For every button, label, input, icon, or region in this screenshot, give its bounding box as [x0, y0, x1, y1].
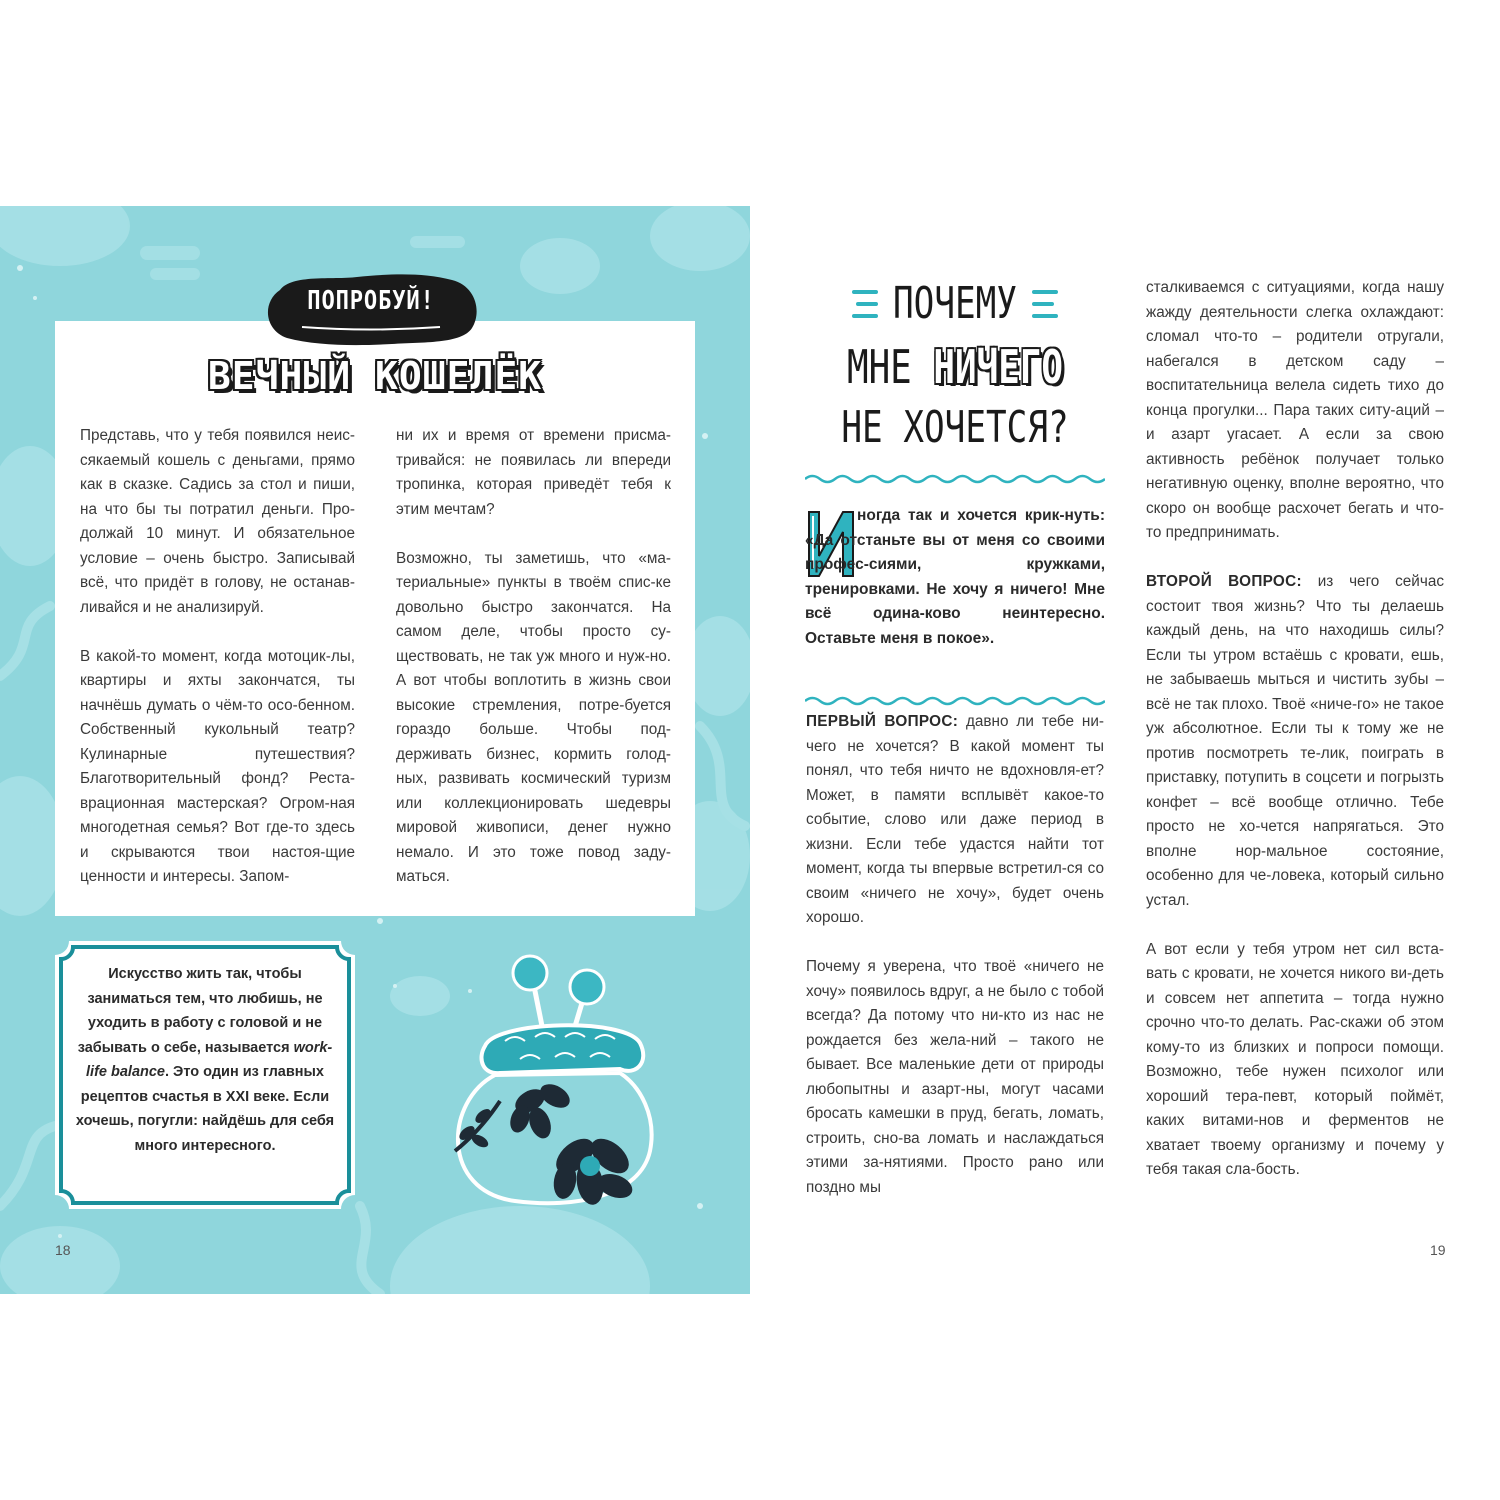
question-label: ПЕРВЫЙ ВОПРОС:: [806, 713, 959, 730]
paragraph: А вот если у тебя утром нет сил вста-вать с кровати, не хочется никого ви-деть и совсем нет аппетита – тогда нужно срочно что-то делать. Рас-скажи об этом кому-то из близких и попроси помощи. Возможно, тебе нужен психолог или хороший тера-певт, который поймёт, каких витами-нов и ферментов не хватает твоему организму и почему у тебя такая сла-бость.: [1146, 940, 1444, 1178]
heading-line-2: МНЕ НИЧЕГО: [846, 340, 1064, 394]
paragraph: В какой-то момент, когда мотоцик-лы, квартиры и яхты закончатся, ты начнёшь думать о чём-то осо-бенном. Собственный кукольный театр? Кулинарные путешествия? Благотворительный фонд? Реста-врационная мастерская? Огром-ная многодетная семья? Вот где-то здесь и скрываются твои настоя-щие ценности и интересы. Запом-: [80, 647, 355, 885]
left-page: [0, 206, 750, 1294]
right-column-1: [806, 710, 1104, 1225]
page-number-right: 19: [1430, 1242, 1446, 1258]
book-spread: [0, 206, 1500, 1294]
badge-label: ПОПРОБУЙ!: [307, 286, 435, 316]
paragraph: Возможно, ты заметишь, что «ма-териальные» пункты в твоём спис-ке довольно быстро закончатся. На самом деле, чтобы просто су-ществовать, не так уж много и нуж-но. А вот чтобы воплотить в жизнь свои высокие стремления, потре-буется гораздо больше. Чтобы под-держивать бизнес, кормить голод-ных, развивать космический туризм или коллекционировать шедевры мировой живописи, денег нужно немало. И это тоже повод заду-маться.: [396, 549, 671, 885]
left-column-1: [80, 424, 355, 914]
page-number-left: 18: [55, 1242, 71, 1258]
intro-paragraph: ногда так и хочется крик-нуть: «Да отстаньте вы от меня со своими профес-сиями, кружками, тренировками. Не хочу я ничего! Мне всё одина-ково неинтересно. Оставьте меня в покое».: [805, 507, 1105, 647]
paragraph: Почему я уверена, что твоё «ничего не хочу» появилось вдруг, а не было с тобой всегда? Да потому что ни-кто из нас не рождается без жела-ний – такого не бывает. Все маленькие дети от природы любопытны и азарт-ны, могут часами бросать камешки в пруд, бегать, ломать, строить, сно-ва ломать и наслаждаться этими за-нятиями. Просто рано или поздно мы: [806, 958, 1104, 1196]
paragraph: сталкиваемся с ситуациями, когда нашу жажду деятельности слегка охлаждают: сломал что-то – родители отругали, набегался в детском саду – воспитательница велела сидеть тихо до конца прогулки... Пара таких ситу-аций – и азарт угасает. А если за свою активность ребёнок получает только негативную оценку, вполне вероятно, что скоро он вообще расхочет бегать и что-то предпринимать.: [1146, 279, 1444, 541]
paragraph: Представь, что у тебя появился неис-сякаемый кошель с деньгами, прямо как в сказке. Садись за стол и пиши, на что бы ты потратил деньги. Про-должай 10 минут. И обязательное условие – очень быстро. Записывай всё, что придёт в голову, не останав-ливайся и не анализируй.: [80, 427, 355, 616]
wavy-divider-bottom: [805, 694, 1105, 708]
wavy-divider-top: [805, 472, 1105, 486]
heading-line-1: ПОЧЕМУ: [893, 278, 1017, 329]
paragraph: ПЕРВЫЙ ВОПРОС: давно ли тебе ни-чего не хочется? В какой момент ты понял, что тебя ничто не вдохновля-ет? Может, в памяти всплывёт какое-то событие, слово или даже период в жизни. Если тебе удастся найти тот момент, когда ты впервые встретил-ся со своим «ничего не хочу», будет очень хорошо.: [806, 713, 1104, 926]
right-column-2: [1146, 276, 1444, 1207]
heading-line-3: НЕ ХОЧЕТСЯ?: [841, 402, 1069, 453]
coin-purse-illustration: [425, 951, 665, 1211]
question-label: ВТОРОЙ ВОПРОС:: [1146, 573, 1302, 590]
tip-term: work-life balance: [86, 1039, 333, 1080]
paragraph: ни их и время от времени присма-тривайся: не появилась ли впереди тропинка, которая приведёт тебя к этим мечтам?: [396, 427, 671, 518]
heading-emphasis: НИЧЕГО: [933, 340, 1064, 394]
tip-text: Искусство жить так, чтобы заниматься тем, что любишь, не уходить в работу с головой и не забывать о себе, называется work-life balance. Это один из главных рецептов счастья в XXI веке. Если хочешь, погугли: найдёшь для себя много интересного.: [75, 966, 335, 1154]
exercise-title: ВЕЧНЫЙ КОШЕЛЁК: [207, 354, 543, 398]
left-column-2: [396, 424, 671, 914]
paragraph: ВТОРОЙ ВОПРОС: из чего сейчас состоит твоя жизнь? Что ты делаешь каждый день, на что находишь силы? Если ты утром встаёшь с кровати, ешь, не забываешь мыться и чистить зубы – всё не так плохо. Твоё «ниче-го» не такое уж абсолютное. Если ты к тому же не против посмотреть те-лик, поиграть в приставку, потупить в соцсети и погрызть конфет – всё вообще отлично. Тебе просто не хо-чется напрягаться. Это вполне нор-мальное состояние, особенно для че-ловека, который сильно устал.: [1146, 573, 1444, 909]
